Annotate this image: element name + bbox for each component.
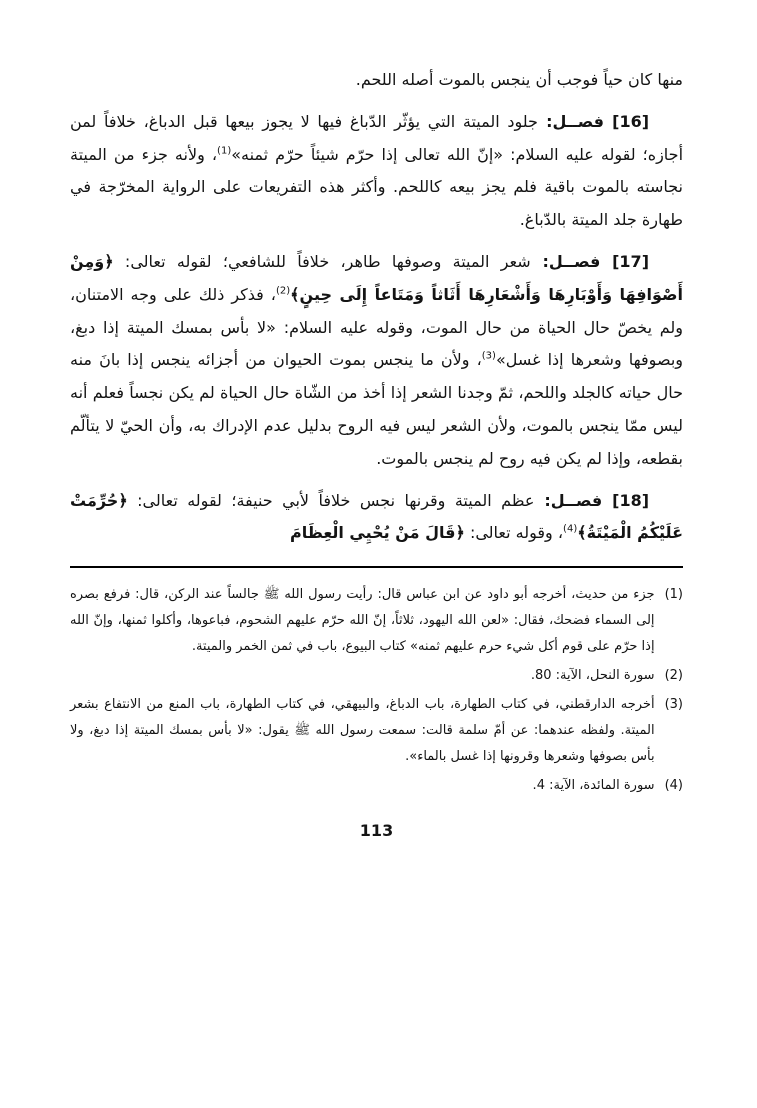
footnote-ref: (3) — [481, 351, 496, 363]
footnote-item — [70, 582, 683, 660]
body-text-run: عظم الميتة وقرنها نجس خلافاً لأبي حنيفة؛ لقوله تعالى: — [127, 490, 535, 510]
body-text-run: ، فذكر ذلك على وجه الامتنان، ولم يخصّ حال الحياة من حال الموت، وقوله عليه السلام: «لا بأس بمسك الميتة إذا دبغ، وبصوفها وشعرها إذا غسل» — [70, 284, 684, 370]
body-text-run: ، ولأنه جزء من الميتة نجاسته بالموت باقية فلم يجز بيعه كاللحم. وأكثر هذه التفريعات على الرواية المخرّجة في طهارة جلد الميتة بالدّباغ. — [70, 144, 683, 230]
paragraph — [70, 64, 683, 97]
footnote-marker: (2) — [664, 668, 683, 684]
body-text-run: شعر الميتة وصوفها طاهر، خلافاً للشافعي؛ لقوله تعالى: — [113, 251, 531, 271]
body-text-run: ، ولأن ما ينجس بموت الحيوان من أجزائه ينجس إذا بانَ منه حال حياته كالجلد واللحم، ثمّ وجدنا الشعر إذا أخذ من الشّاة حال الحياة لم يكن نجساً فعلم أنه ليس ممّا ينجس بالموت، ولأن الشعر ليس فيه الروح بدليل عدم الإدراك به، وأن الحيّ لا يتألّم بقطعه، وإذا لم يكن فيه روح لم ينجس بالموت. — [70, 350, 683, 468]
footnote-marker: (3) — [664, 697, 683, 713]
section-label: [18] فصــل: — [534, 490, 650, 510]
quran-quote: ﴿حُرِّمَتْ عَلَيْكُمُ الْمَيْتَةُ﴾ — [70, 490, 683, 543]
body-text-run: ، وقوله تعالى: — [464, 523, 564, 543]
footnote-text: سورة النحل، الآية: 80. — [530, 668, 655, 684]
footnote-ref: (2) — [275, 285, 291, 297]
footnote-item — [70, 773, 683, 799]
footnote-item — [70, 692, 683, 770]
main-text — [70, 64, 683, 550]
section-label: [16] فصــل: — [537, 111, 650, 131]
body-text-run: جلود الميتة التي يؤثّر الدّباغ فيها لا يجوز بيعها قبل الدباغ، خلافاً لمن أجازه؛ لقوله عليه السلام: «إنّ الله تعالى إذا حرّم شيئاً حرّم ثمنه» — [70, 111, 684, 164]
footnote-item — [70, 663, 683, 689]
section-label: [17] فصــل: — [530, 251, 649, 271]
footnote-marker: (4) — [664, 778, 683, 794]
quran-quote: ﴿وَمِنْ أَصْوَافِهَا وَأَوْبَارِهَا وَأَشْعَارِهَا أَثَاثاً وَمَتَاعاً إِلَى حِينٍ﴾ — [70, 251, 684, 304]
footnote-ref: (4) — [563, 524, 578, 536]
quran-quote: ﴿قَالَ مَنْ يُحْيِي الْعِظَامَ — [290, 523, 465, 543]
paragraph — [70, 485, 683, 551]
paragraph — [70, 246, 683, 476]
footnotes-list — [70, 582, 683, 799]
footnote-marker: (1) — [664, 587, 683, 603]
footnote-separator — [70, 566, 683, 568]
footnote-text: جزء من حديث، أخرجه أبو داود عن ابن عباس قال: رأيت رسول الله ﷺ جالساً عند الركن، قال: فرفع بصره إلى السماء فضحك، فقال: «لعن الله اليهود، ثلاثاً، إنّ الله حرّم عليهم الشحوم، فباعوها، وأكلوا ثمنها، وإنّ الله إذا حرّم على قوم أكل شيء حرم عليهم ثمنه» كتاب البيوع، باب في ثمن الخمر والميتة. — [70, 587, 655, 655]
footnote-text: سورة المائدة، الآية: 4. — [532, 778, 655, 794]
footnote-text: أخرجه الدارقطني، في كتاب الطهارة، باب الدباغ، والبيهقي، في كتاب الطهارة، باب المنع من الانتفاع بشعر الميتة. ولفظه عندهما: عن أمّ سلمة قالت: سمعت رسول الله ﷺ يقول: «لا بأس بمسك الميتة إذا دبغ، ولا بأس بصوفها وشعرها وقرونها إذا غسل بالماء». — [70, 697, 655, 765]
page-number: 113 — [359, 821, 394, 841]
paragraph — [70, 106, 683, 237]
body-text-run: منها كان حياً فوجب أن ينجس بالموت أصله اللحم. — [355, 70, 683, 89]
footnote-ref: (1) — [217, 145, 232, 157]
